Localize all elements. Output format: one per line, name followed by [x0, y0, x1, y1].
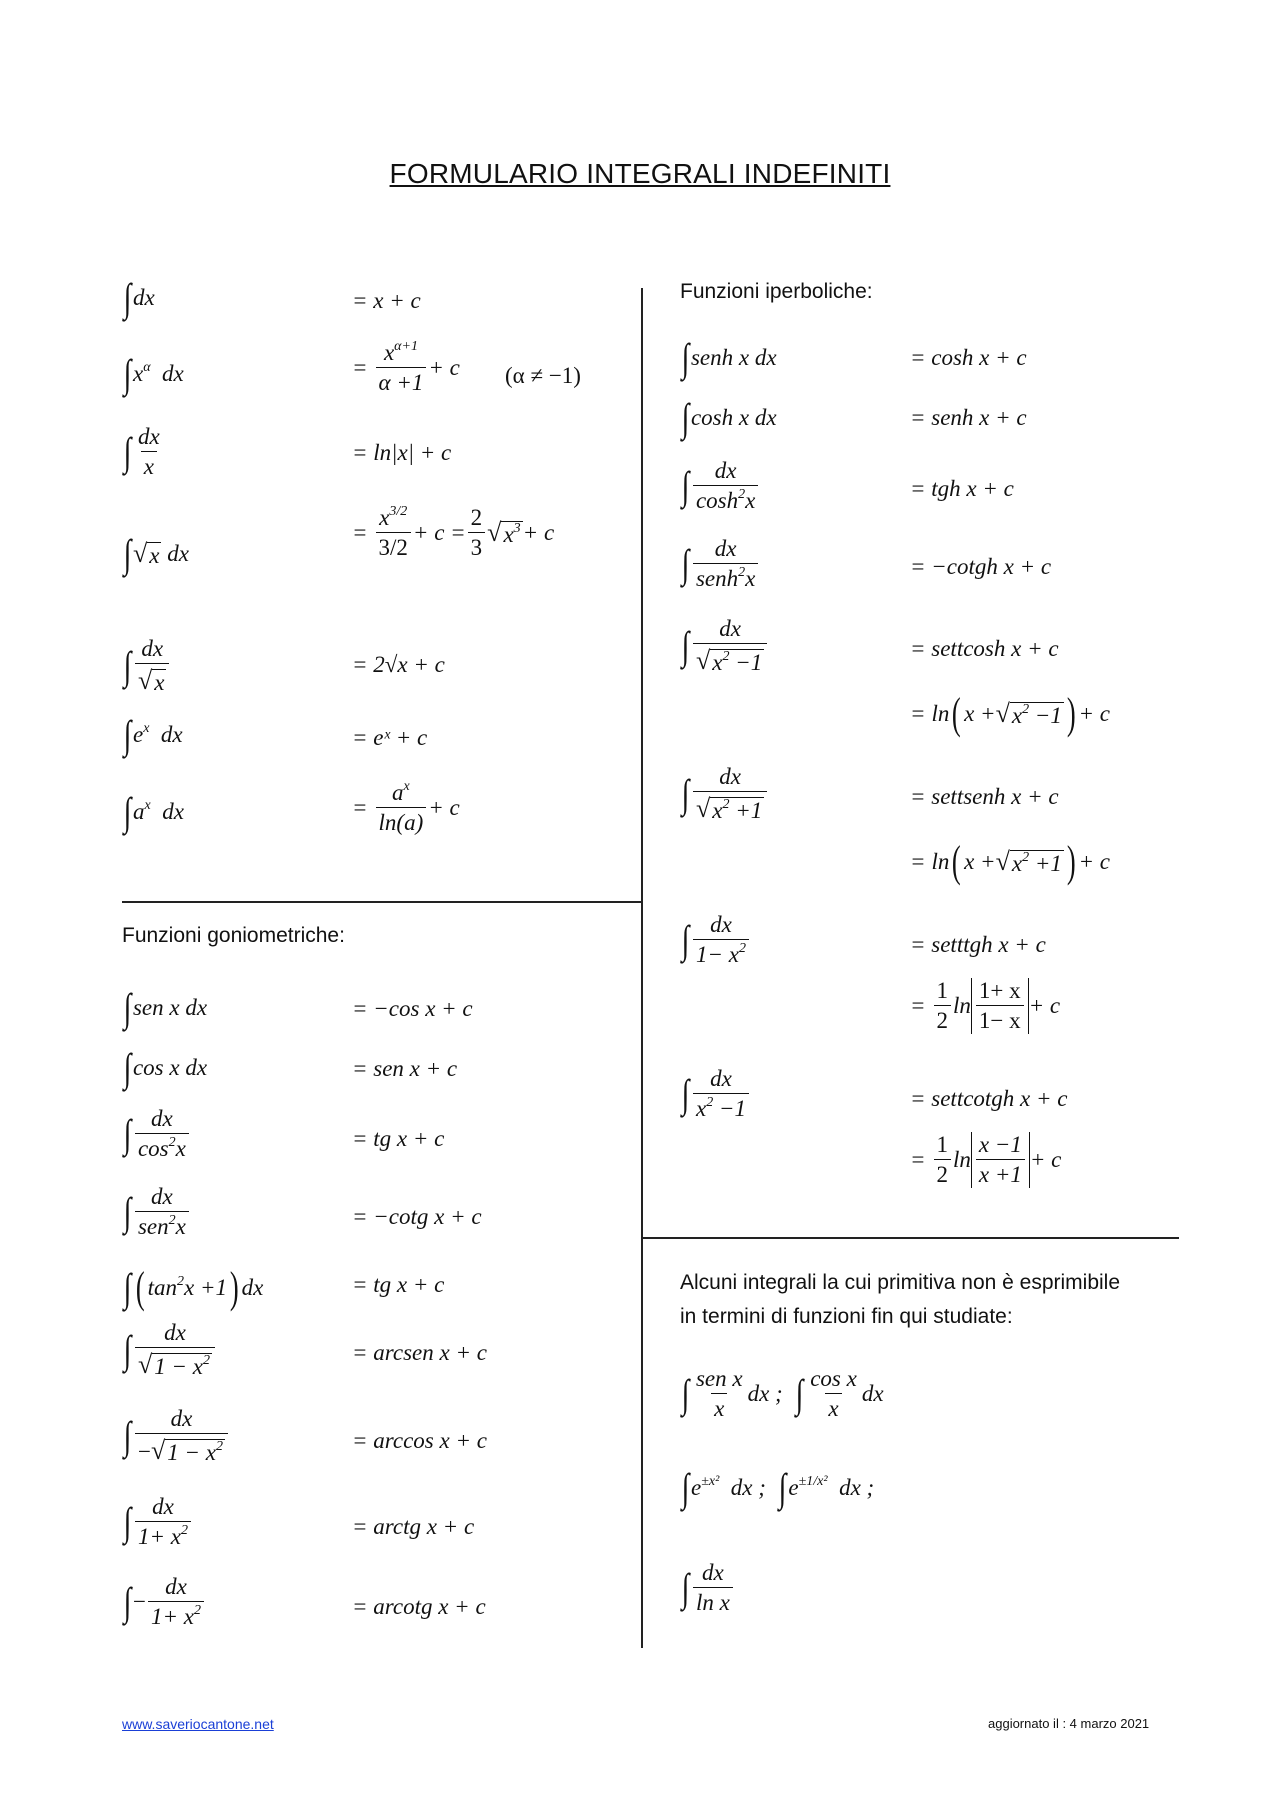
formula-dx-1-minus-x2: ∫ $\frac{dx}{1- x^2}$: [680, 912, 751, 968]
formula-neg-dx-1-plus-x2: ∫ − $\frac{dx}{1+ x^2}$: [122, 1574, 206, 1630]
result-arccos: = arccos x + c: [352, 1428, 487, 1453]
power-condition: (α ≠ −1): [505, 363, 581, 388]
result-senh: = senh x + c: [910, 405, 1027, 430]
formula-dx-sqrt-1-x2: ∫ dx √ $1 - x^2$: [122, 1320, 217, 1380]
heading-hyperbolic: Funzioni iperboliche:: [680, 280, 873, 303]
result-arcotg: = arcotg x + c: [352, 1594, 486, 1619]
non-elementary-line2: in termini di funzioni fin qui studiate:: [680, 1305, 1013, 1328]
result-power: = $\frac{x^{\alpha+1}}{\alpha +1}$ + c: [352, 339, 460, 395]
result-settcotgh: = settcotgh x + c: [910, 1086, 1068, 1111]
result-tg: = tg x + c: [352, 1126, 445, 1151]
result-dx: = x + c: [352, 288, 421, 313]
updated-date: aggiornato il : 4 marzo 2021: [988, 1716, 1150, 1731]
formula-dx-neg-sqrt-1-x2: ∫ dx − √ $1 - x^2$: [122, 1406, 230, 1466]
section-divider-left: [122, 901, 641, 903]
formula-cosh: ∫ cosh x dx: [681, 395, 777, 440]
formula-cos: ∫ cos x dx: [123, 1045, 208, 1090]
result-settsenh-ln: = ln ( x + √ $x^2 +1$ ) + c: [910, 837, 1110, 886]
result-sqrt: = $\frac{x^{3/2}}{3/2}$ + c = $\frac{2}{3}$ √ $x^3$ + c: [352, 504, 555, 560]
formula-sinx-over-x-and-cosx-over-x: ∫ $\frac{\text{sen x}}{x}$ dx ; ∫ $\frac{\text{cos x}}{x}$ dx: [681, 1366, 884, 1421]
formula-power: ∫ $x^\alpha$ dx: [123, 351, 184, 396]
formula-dx-over-sqrt: ∫ dx √ x: [122, 636, 171, 696]
result-arcsen: = arcsen x + c: [352, 1340, 487, 1365]
result-tg-2: = tg x + c: [352, 1272, 445, 1297]
result-dx-over-sqrt: = 2√x + c: [352, 652, 445, 677]
formula-dx-cos2: ∫ $\frac{dx}{\cos^2x}$: [122, 1106, 191, 1162]
result-cotgh: = −cotgh x + c: [910, 554, 1052, 579]
formula-tan2-plus1: ∫ ( $\tan^2x +1$ ) dx: [123, 1263, 264, 1312]
formula-sen: ∫ sen x dx: [123, 985, 208, 1030]
formula-dx-cosh2: ∫ $\frac{dx}{\cosh^2x}$: [680, 458, 760, 514]
result-settsenh: = settsenh x + c: [910, 784, 1059, 809]
result-cos: = sen x + c: [352, 1056, 458, 1081]
result-settcotgh-ln: = $\frac{1}{2}$ ln $\frac{x -1}{x +1}$ + c: [910, 1132, 1062, 1187]
formula-dx-sqrt-x2-minus1: ∫ dx √ $x^2 -1$: [680, 616, 769, 676]
formula-dx-over-x: ∫ $\frac{dx}{x}$: [123, 424, 160, 479]
result-setttgh: = setttgh x + c: [910, 932, 1046, 957]
formula-dx-x2-minus1: ∫ $\frac{dx}{x^2 -1}$: [680, 1066, 751, 1122]
non-elementary-text: [680, 1266, 1120, 1334]
result-arctg: = arctg x + c: [352, 1514, 475, 1539]
formula-a-exp: ∫ $a^x$ dx: [123, 789, 184, 834]
result-sen: = −cos x + c: [352, 996, 473, 1021]
formula-dx-1-plus-x2: ∫ $\frac{dx}{1+ x^2}$: [122, 1494, 193, 1550]
non-elementary-line1: Alcuni integrali la cui primitiva non è esprimibile: [680, 1271, 1121, 1294]
formula-dx: ∫ dx: [123, 275, 155, 320]
formula-senh: ∫ senh x dx: [681, 335, 777, 380]
result-ln: = ln|x| + c: [352, 440, 452, 465]
formula-dx-over-lnx: ∫ $\frac{dx}{\text{ln x}}$: [680, 1560, 735, 1616]
formula-dx-sqrt-x2-plus1: ∫ dx √ $x^2 +1$: [680, 764, 769, 824]
result-exp: = eˣ + c: [352, 725, 428, 750]
result-a-exp: = $\frac{a^x}{\ln(a)}$ + c: [352, 779, 460, 835]
result-settcosh: = settcosh x + c: [910, 636, 1059, 661]
formula-dx-senh2: ∫ $\frac{dx}{senh^2x}$: [680, 536, 760, 592]
website-link[interactable]: www.saveriocantone.net: [122, 1716, 274, 1732]
formula-dx-sen2: ∫ $\frac{dx}{sen^2x}$: [122, 1184, 191, 1240]
formula-gaussian-integrals: ∫ $e^{\pm x^2}$ dx ; ∫ $e^{\pm 1/x^2}$ dx ;: [681, 1465, 875, 1510]
formula-exp: ∫ $e^x$ dx: [123, 712, 183, 757]
page-title: FORMULARIO INTEGRALI INDEFINITI: [389, 158, 891, 189]
heading-goniometric: Funzioni goniometriche:: [122, 924, 345, 947]
result-settcosh-ln: = ln ( x + √ $x^2 -1$ ) + c: [910, 689, 1110, 738]
result-setttgh-ln: = $\frac{1}{2}$ ln $\frac{1+ x}{1- x}$ + c: [910, 978, 1061, 1033]
column-divider: [641, 288, 643, 1648]
section-divider-right: [641, 1237, 1179, 1239]
formula-sqrt: ∫ √ x dx: [123, 531, 189, 576]
result-cotg: = −cotg x + c: [352, 1204, 482, 1229]
result-cosh: = cosh x + c: [910, 345, 1027, 370]
result-tgh: = tgh x + c: [910, 476, 1014, 501]
